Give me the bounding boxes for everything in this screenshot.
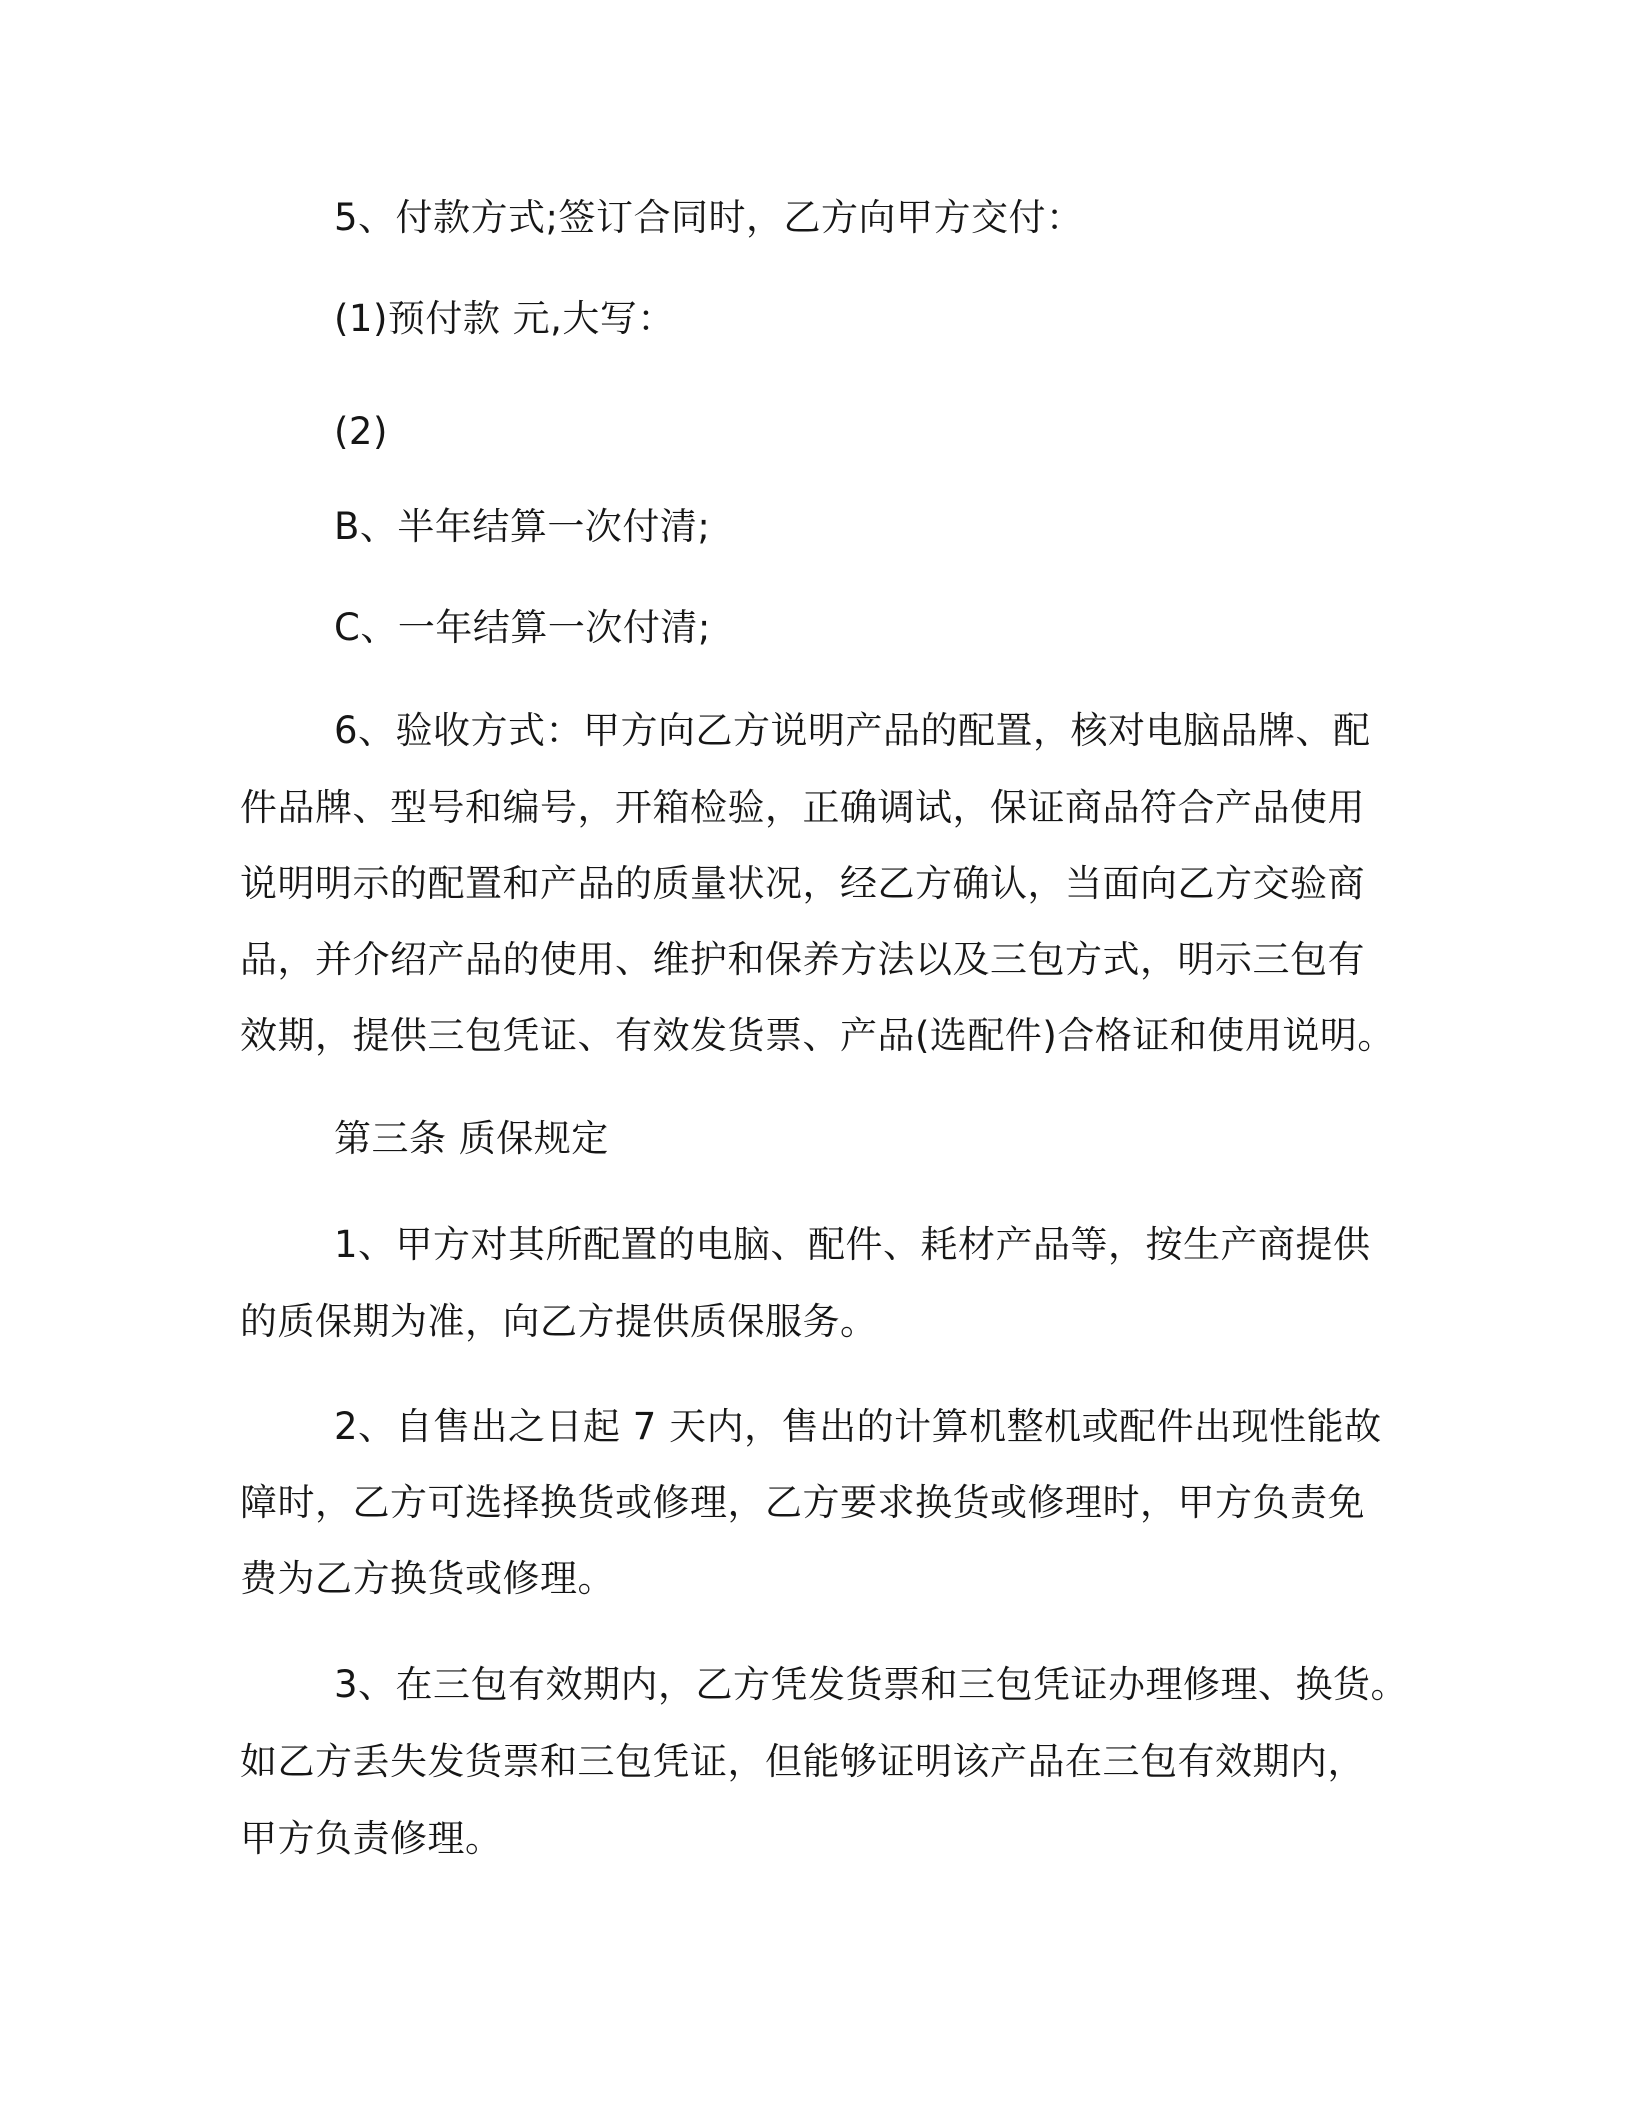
acceptance-line-2: 件品牌、型号和编号，开箱检验，正确调试，保证商品符合产品使用 [240,786,1365,829]
payment-item-1: (1)预付款 元,大写： [334,297,675,340]
clause-3-line-3: 甲方负责修理。 [240,1817,503,1860]
clause-3-line-2: 如乙方丢失发货票和三包凭证，但能够证明该产品在三包有效期内， [240,1740,1365,1783]
acceptance-line-5: 效期，提供三包凭证、有效发货票、产品(选配件)合格证和使用说明。 [240,1014,1395,1057]
payment-option-b: B、半年结算一次付清; [334,505,711,548]
clause-1-line-2: 的质保期为准，向乙方提供质保服务。 [240,1300,878,1343]
section-title: 第三条 质保规定 [334,1117,609,1160]
acceptance-line-4: 品，并介绍产品的使用、维护和保养方法以及三包方式，明示三包有 [240,938,1365,981]
payment-heading: 5、付款方式;签订合同时，乙方向甲方交付： [334,196,1084,239]
acceptance-line-3: 说明明示的配置和产品的质量状况，经乙方确认，当面向乙方交验商 [240,862,1365,905]
clause-2-line-2: 障时，乙方可选择换货或修理，乙方要求换货或修理时，甲方负责免 [240,1481,1365,1524]
clause-1-line-1: 1、甲方对其所配置的电脑、配件、耗材产品等，按生产商提供 [334,1223,1371,1266]
clause-3-line-1: 3、在三包有效期内，乙方凭发货票和三包凭证办理修理、换货。 [334,1663,1409,1706]
payment-option-c: C、一年结算一次付清; [334,606,711,649]
acceptance-line-1: 6、验收方式：甲方向乙方说明产品的配置，核对电脑品牌、配 [334,709,1371,752]
payment-item-2: (2) [334,410,388,453]
clause-2-line-1: 2、自售出之日起 7 天内，售出的计算机整机或配件出现性能故 [334,1405,1382,1448]
clause-2-line-3: 费为乙方换货或修理。 [240,1557,615,1600]
